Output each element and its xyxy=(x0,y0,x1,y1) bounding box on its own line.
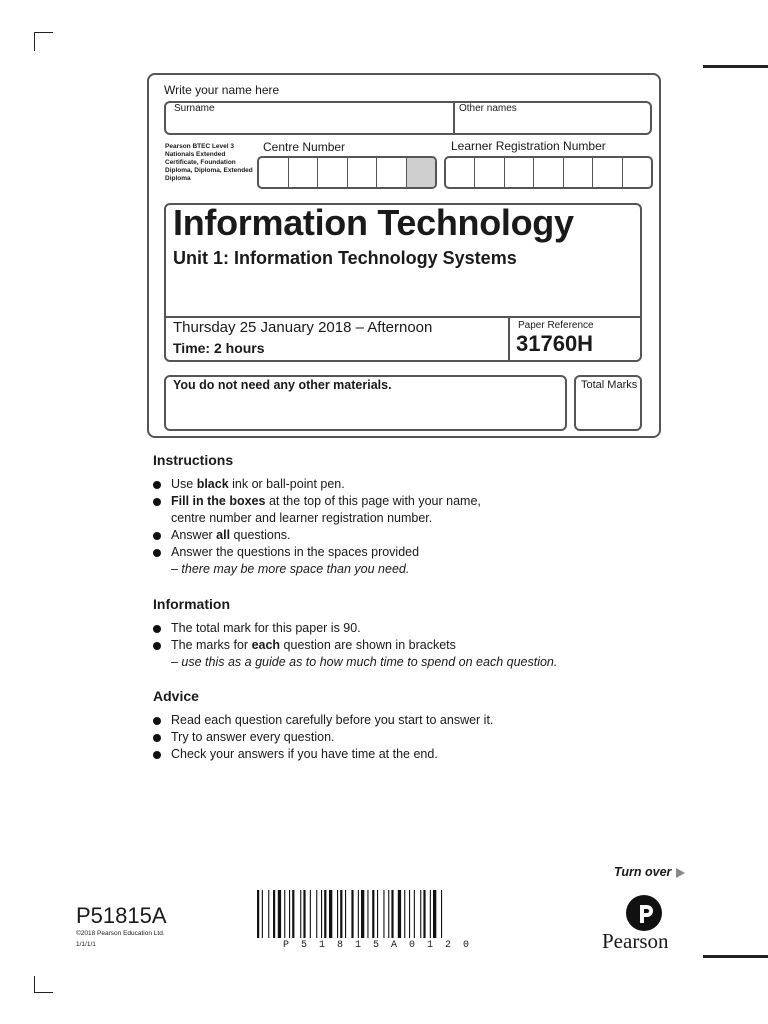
bullet-icon xyxy=(153,498,161,506)
paper-reference-label: Paper Reference xyxy=(518,320,594,331)
exam-unit: Unit 1: Information Technology Systems xyxy=(173,248,517,268)
lrn-cell[interactable] xyxy=(564,158,593,187)
bullet-icon xyxy=(153,734,161,742)
list-item: Fill in the boxes at the top of this page with your name, xyxy=(153,493,653,510)
learner-registration-field[interactable] xyxy=(444,156,653,189)
centre-cell[interactable] xyxy=(377,158,407,187)
instructions-heading: Instructions xyxy=(153,452,234,468)
bullet-icon xyxy=(153,642,161,650)
centre-cell[interactable] xyxy=(259,158,289,187)
centre-number-field[interactable] xyxy=(257,156,437,189)
advice-heading: Advice xyxy=(153,688,199,704)
pearson-logo-icon xyxy=(626,895,662,931)
print-code: 1/1/1/1 xyxy=(76,941,96,948)
write-name-label: Write your name here xyxy=(164,83,280,97)
lrn-cell[interactable] xyxy=(446,158,475,187)
name-divider xyxy=(453,101,455,135)
name-field[interactable] xyxy=(164,101,652,135)
list-item: Answer the questions in the spaces provided xyxy=(153,544,653,561)
turn-over-label: Turn over xyxy=(614,865,672,879)
title-divider xyxy=(164,316,642,318)
list-item: The total mark for this paper is 90. xyxy=(153,620,673,637)
total-marks-label: Total Marks xyxy=(581,379,638,391)
surname-label: Surname xyxy=(174,103,215,114)
list-item-note: – use this as a guide as to how much time to spend on each question. xyxy=(171,655,558,669)
barcode-text: P51815A0120 xyxy=(283,940,482,951)
bullet-icon xyxy=(153,717,161,725)
pearson-wordmark: Pearson xyxy=(602,929,669,953)
centre-cell[interactable] xyxy=(318,158,348,187)
advice-list xyxy=(153,712,653,763)
list-item: Use black ink or ball-point pen. xyxy=(153,476,653,493)
materials-note: You do not need any other materials. xyxy=(173,378,392,392)
list-item-continuation: centre number and learner registration number. xyxy=(171,511,433,525)
triangle-right-icon xyxy=(676,868,685,878)
list-item: Read each question carefully before you start to answer it. xyxy=(153,712,653,729)
bullet-icon xyxy=(153,532,161,540)
list-item: Check your answers if you have time at the end. xyxy=(153,746,653,763)
information-list xyxy=(153,620,673,671)
copyright: ©2018 Pearson Education Ltd. xyxy=(76,930,165,937)
paper-ref-divider xyxy=(508,316,510,362)
learner-registration-label: Learner Registration Number xyxy=(451,139,606,153)
centre-number-label: Centre Number xyxy=(263,140,346,154)
crop-mark-bottom-left xyxy=(34,976,53,993)
centre-cell[interactable] xyxy=(348,158,378,187)
crop-mark-top-left xyxy=(34,32,53,51)
list-item: The marks for each question are shown in brackets xyxy=(153,637,673,654)
centre-cell[interactable] xyxy=(289,158,319,187)
information-heading: Information xyxy=(153,596,230,612)
lrn-cell[interactable] xyxy=(623,158,651,187)
list-item-note: – there may be more space than you need. xyxy=(171,562,410,576)
exam-time: Time: 2 hours xyxy=(173,340,265,356)
centre-cell-shaded xyxy=(407,158,436,187)
qualification-label: Pearson BTEC Level 3 Nationals Extended Certificate, Foundation Diploma, Diploma, Extended Diploma xyxy=(165,143,253,182)
bullet-icon xyxy=(153,481,161,489)
list-item: Try to answer every question. xyxy=(153,729,653,746)
bottom-right-rule xyxy=(703,955,768,958)
bullet-icon xyxy=(153,549,161,557)
lrn-cell[interactable] xyxy=(505,158,534,187)
bullet-icon xyxy=(153,625,161,633)
lrn-cell[interactable] xyxy=(534,158,563,187)
exam-date: Thursday 25 January 2018 – Afternoon xyxy=(173,319,433,336)
top-right-rule xyxy=(703,65,768,68)
bullet-icon xyxy=(153,751,161,759)
instructions-list xyxy=(153,476,653,578)
paper-code: P51815A xyxy=(76,903,167,928)
list-item: Answer all questions. xyxy=(153,527,653,544)
barcode xyxy=(257,890,490,940)
exam-title: Information Technology xyxy=(173,202,574,243)
lrn-cell[interactable] xyxy=(475,158,504,187)
paper-reference-value: 31760H xyxy=(516,331,594,356)
lrn-cell[interactable] xyxy=(593,158,622,187)
other-names-label: Other names xyxy=(459,103,517,114)
